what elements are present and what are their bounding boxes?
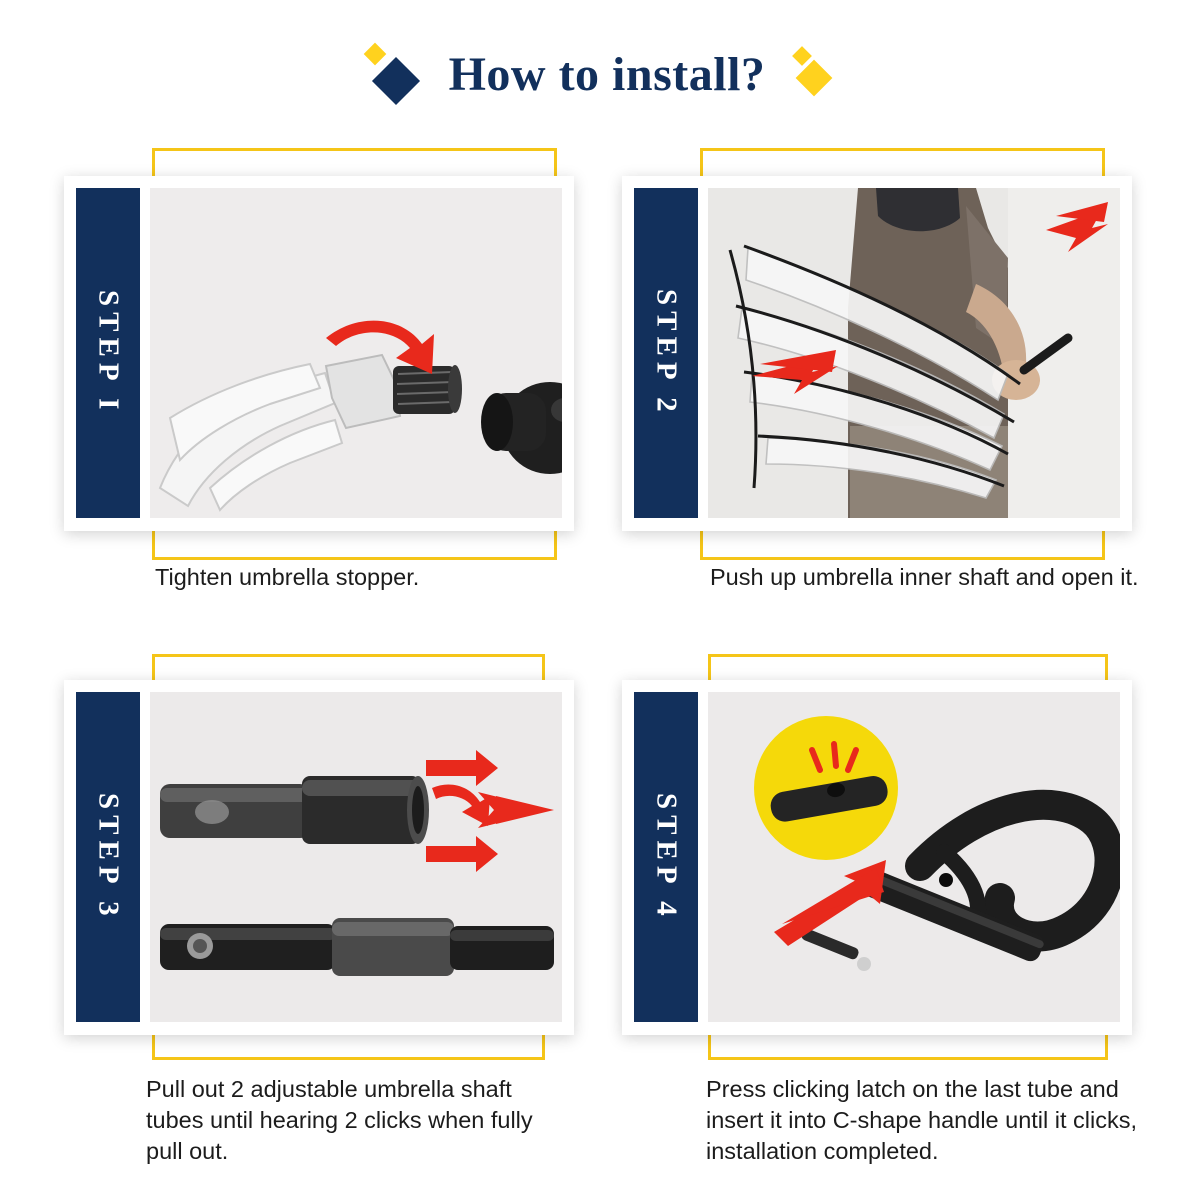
step-label-1 [76,188,140,518]
navy-diamond-icon [367,46,425,102]
step-label-4-text: STEP 4 [650,792,683,922]
step-label-1-text: STEP I [92,290,125,416]
page-title-row [0,46,1200,102]
page-title: How to install? [448,47,766,101]
step-label-2 [634,188,698,518]
step-label-2-text: STEP 2 [650,288,683,418]
umbrella-stopper-photo [150,188,562,518]
push-up-inner-shaft-photo [708,188,1120,518]
step-caption-3: Pull out 2 adjustable umbrella shaft tubes until hearing 2 clicks when fully pull out. [146,1076,533,1165]
yellow-diamond-icon [789,49,833,99]
c-shape-handle-photo [708,692,1120,1022]
step-caption-1: Tighten umbrella stopper. [155,564,420,590]
step-label-4 [634,692,698,1022]
step-caption-4: Press clicking latch on the last tube and insert it into C-shape handle until it clicks, installation completed. [706,1076,1138,1165]
step-label-3 [76,692,140,1022]
step-caption-2: Push up umbrella inner shaft and open it. [710,564,1139,590]
step-label-3-text: STEP 3 [92,792,125,922]
adjustable-shaft-tubes-photo [150,692,562,1022]
